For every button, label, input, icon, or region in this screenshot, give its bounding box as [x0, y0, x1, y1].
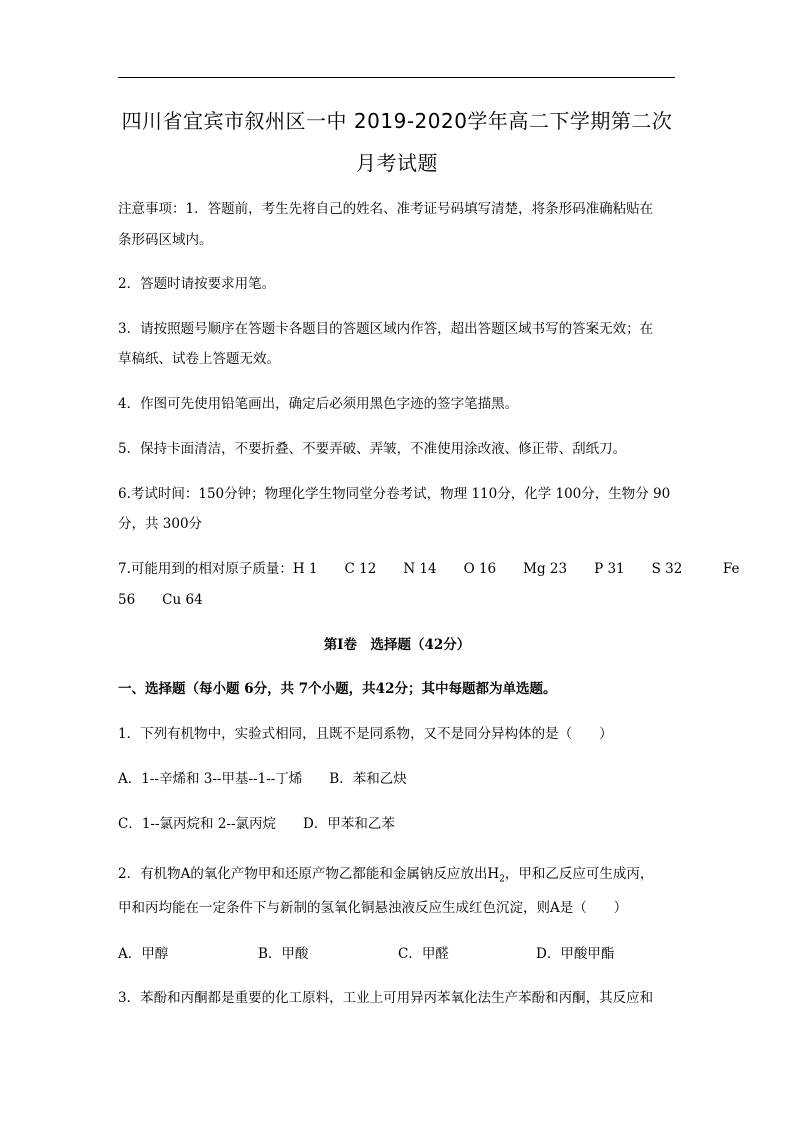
note-6-line2: 分，共 300分 [118, 516, 203, 532]
page-title-line2: 月考试题 [356, 151, 438, 175]
question-1-options-cd: C．1--氯丙烷和 2--氯丙烷 D．甲苯和乙苯 [118, 816, 395, 832]
note-7-line2: 56 Cu 64 [118, 592, 203, 608]
header-rule [118, 77, 675, 78]
page-title-line1: 四川省宜宾市叙州区一中 2019-2020学年高二下学期第二次 [121, 109, 673, 133]
question-2-option-a: A．甲醇 [118, 946, 169, 962]
question-1-options-ab: A．1--辛烯和 3--甲基--1--丁烯 B．苯和乙炔 [118, 771, 407, 787]
question-2-stem-a: 2．有机物A的氧化产物甲和还原产物乙都能和金属钠反应放出 [118, 866, 488, 882]
section-heading: 一、选择题（每小题 6分，共 7个小题，共42分；其中每题都为单选题。 [118, 681, 557, 697]
question-2-option-d: D．甲酸甲酯 [536, 946, 615, 962]
question-2-options [118, 939, 678, 970]
note-4: 4．作图可先使用铅笔画出，确定后必须用黑色字迹的签字笔描黑。 [118, 396, 519, 412]
hydrogen-subscript: 2 [499, 874, 505, 885]
question-2-stem-b: ，甲和乙反应可生成丙， [504, 866, 654, 882]
question-1-stem: 1．下列有机物中，实验式相同，且既不是同系物，又不是同分异构体的是（ ） [118, 726, 613, 742]
question-2-line1 [118, 859, 678, 896]
question-2-option-c: C．甲醛 [398, 946, 449, 962]
note-1-line1: 注意事项：1．答题前，考生先将自己的姓名、准考证号码填写清楚，将条形码准确粘贴在 [118, 201, 654, 217]
part-title: 第Ⅰ卷 选择题（42分） [323, 637, 471, 653]
note-2: 2．答题时请按要求用笔。 [118, 276, 276, 292]
note-3-line1: 3．请按照题号顺序在答题卡各题目的答题区域内作答，超出答题区域书写的答案无效；在 [118, 321, 654, 337]
question-3-stem: 3．苯酚和丙酮都是重要的化工原料，工业上可用异丙苯氧化法生产苯酚和丙酮，其反应和 [118, 990, 654, 1006]
note-1-line2: 条形码区域内。 [118, 232, 213, 248]
hydrogen-symbol: H [487, 866, 500, 882]
question-2-line2: 甲和丙均能在一定条件下与新制的氢氧化铜悬浊液反应生成红色沉淀，则A是（ ） [118, 900, 628, 916]
question-2-option-b: B．甲酸 [258, 946, 309, 962]
note-3-line2: 草稿纸、试卷上答题无效。 [118, 351, 280, 367]
note-6-line1: 6.考试时间：150分钟；物理化学生物同堂分卷考试，物理 110分，化学 100分，生物分 90 [118, 486, 671, 502]
note-7-line1: 7.可能用到的相对原子质量：H 1 C 12 N 14 O 16 Mg 23 P 31 S 32 Fe [118, 561, 740, 577]
hydrogen-formula [487, 866, 505, 885]
note-5: 5．保持卡面清洁，不要折叠、不要弄破、弄皱，不准使用涂改液、修正带、刮纸刀。 [118, 441, 627, 457]
